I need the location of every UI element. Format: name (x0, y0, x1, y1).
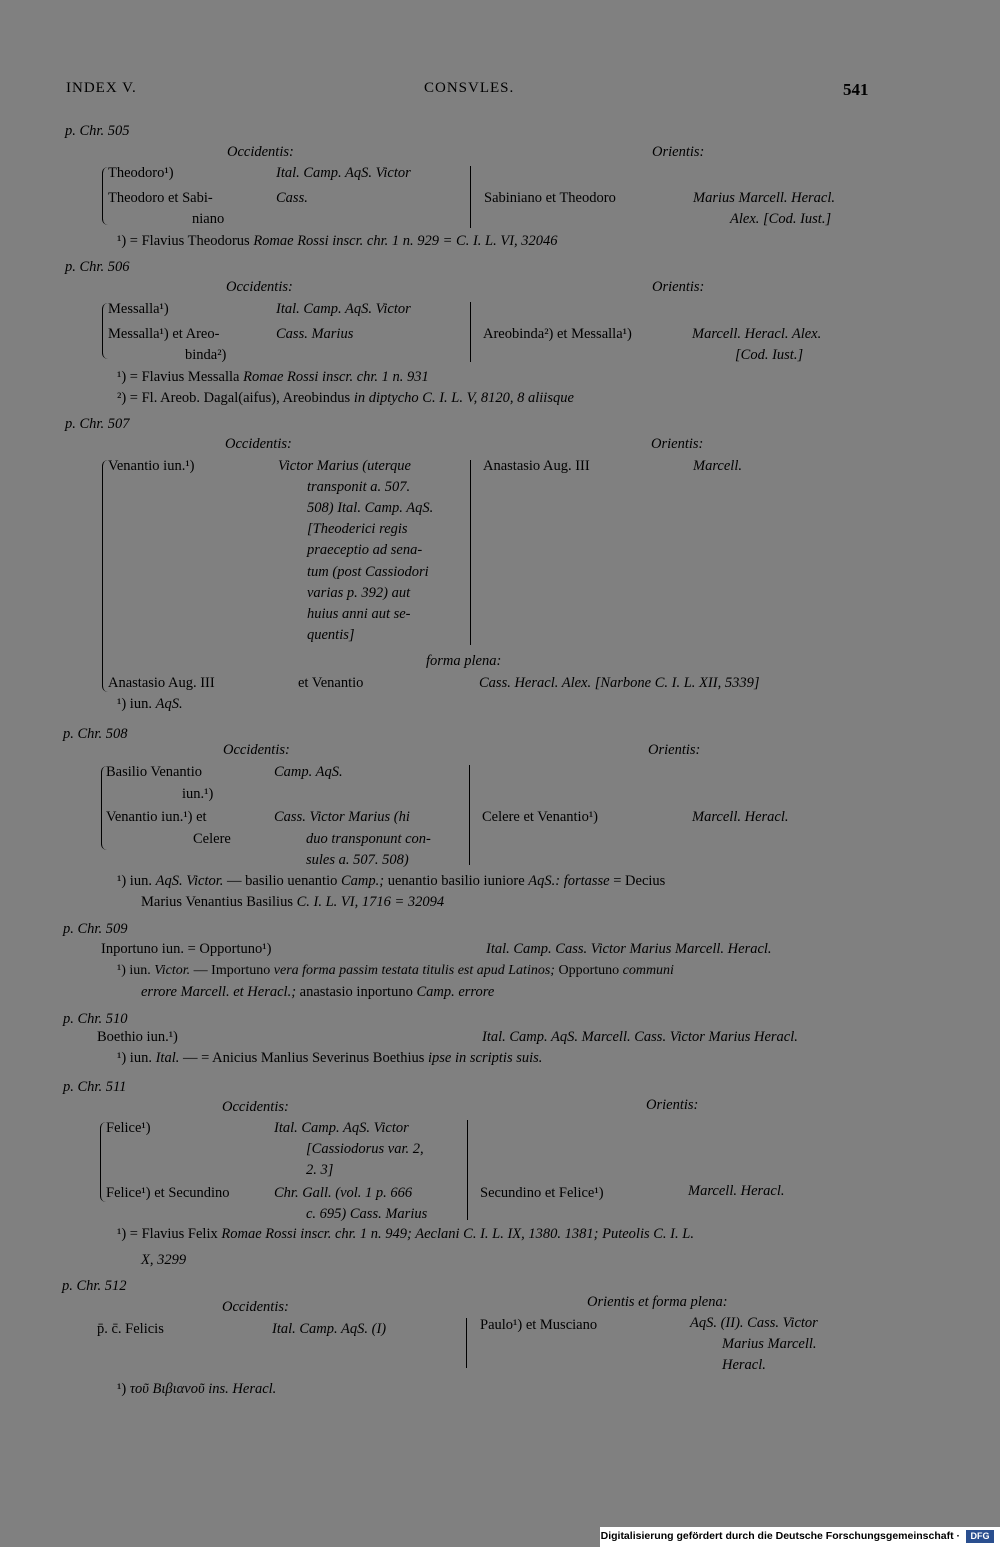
sources: Ital. Camp. AqS. Victor (276, 301, 411, 317)
column-divider (470, 460, 471, 645)
orientis-label: Orientis: (646, 1097, 699, 1113)
consul-name: Messalla¹) (108, 301, 169, 317)
page-number: 541 (843, 80, 869, 99)
consul-name: Theodoro et Sabi- (108, 190, 213, 206)
consul-name: et Venantio (298, 675, 364, 691)
sources: 508) Ital. Camp. AqS. (307, 500, 434, 516)
consul-name: Venantio iun.¹) (108, 458, 195, 474)
consul-name-east: Areobinda²) et Messalla¹) (483, 326, 632, 342)
sources-east: Marius Marcell. (722, 1336, 817, 1352)
consul-name: Theodoro¹) (108, 165, 174, 181)
sources: huius anni aut se- (307, 606, 411, 622)
consul-name: niano (192, 211, 225, 227)
footnote: ¹) iun. AqS. Victor. — basilio uenantio Camp.; uenantio basilio iuniore AqS.: fortasse = Decius (117, 873, 666, 889)
column-divider (470, 302, 471, 362)
orientis-label: Orientis: (652, 144, 705, 160)
consul-name: Venantio iun.¹) et (106, 809, 207, 825)
consul-name: Anastasio Aug. III (108, 675, 215, 691)
sources-east: Marius Marcell. Heracl. (693, 190, 836, 206)
sources: Camp. AqS. (274, 764, 343, 780)
occidentis-label: Occidentis: (222, 1099, 289, 1115)
sources: transponit a. 507. (307, 479, 411, 495)
year-511: p. Chr. 511 (63, 1079, 127, 1095)
occidentis-label: Occidentis: (223, 742, 290, 758)
sources: [Theoderici regis (307, 521, 408, 537)
sources: Cass. Victor Marius (hi (274, 809, 410, 825)
footnote: X, 3299 (141, 1252, 187, 1268)
sources-east: Heracl. (722, 1357, 766, 1373)
occidentis-label: Occidentis: (227, 144, 294, 160)
sources: Ital. Camp. Cass. Victor Marius Marcell. Heracl. (486, 941, 772, 957)
dfg-logo: DFG (966, 1530, 994, 1543)
sources: Cass. Marius (276, 326, 354, 342)
footnote: ¹) = Flavius Theodorus Romae Rossi inscr. chr. 1 n. 929 = C. I. L. VI, 32046 (117, 233, 558, 249)
running-head-center: CONSVLES. (424, 80, 515, 96)
sources: Ital. Camp. AqS. (I) (272, 1321, 387, 1337)
footnote: ²) = Fl. Areob. Dagal(aifus), Areobindus in diptycho C. I. L. V, 8120, 8 aliisque (117, 390, 574, 406)
sources: quentis] (307, 627, 355, 643)
year-505: p. Chr. 505 (65, 123, 130, 139)
sources-east: Marcell. Heracl. Alex. (692, 326, 822, 342)
consul-name: Celere (193, 831, 231, 847)
consul-name-east: Paulo¹) et Musciano (480, 1317, 598, 1333)
consul-name: iun.¹) (182, 786, 214, 802)
sources-east: AqS. (II). Cass. Victor (690, 1315, 818, 1331)
occidentis-label: Occidentis: (226, 279, 293, 295)
footnote: ¹) = Flavius Felix Romae Rossi inscr. chr. 1 n. 949; Aeclani C. I. L. IX, 1380. 1381; Puteolis C. I. L. (117, 1226, 694, 1242)
consul-name: p̄. c̄. Felicis (97, 1321, 164, 1337)
consul-name-east: Celere et Venantio¹) (482, 809, 599, 825)
consul-name: Basilio Venantio (106, 764, 202, 780)
sources: praeceptio ad sena- (307, 542, 423, 558)
sources-east: Marcell. Heracl. (692, 809, 789, 825)
sources: tum (post Cassiodori (307, 564, 429, 580)
year-512: p. Chr. 512 (62, 1278, 127, 1294)
sources: Cass. Heracl. Alex. [Narbone C. I. L. XII, 5339] (479, 675, 760, 691)
sources: duo transponunt con- (306, 831, 431, 847)
sources: Ital. Camp. AqS. Victor (274, 1120, 409, 1136)
year-508: p. Chr. 508 (63, 726, 128, 742)
sources: c. 695) Cass. Marius (306, 1206, 428, 1222)
running-head-left: INDEX V. (66, 80, 137, 96)
column-divider (466, 1318, 467, 1368)
sources: Ital. Camp. AqS. Victor (276, 165, 411, 181)
column-divider (469, 765, 470, 865)
footnote: Marius Venantius Basilius C. I. L. VI, 1716 = 32094 (141, 894, 445, 910)
sources-east: Marcell. Heracl. (688, 1183, 785, 1199)
year-509: p. Chr. 509 (63, 921, 128, 937)
sources-east: Marcell. (693, 458, 742, 474)
forma-plena-label: forma plena: (426, 653, 502, 669)
column-divider (470, 166, 471, 228)
sources: Cass. (276, 190, 308, 206)
consul-name-east: Sabiniano et Theodoro (484, 190, 616, 206)
footnote: ¹) τοῦ Βιβιανοῦ ins. Heracl. (117, 1381, 277, 1397)
sources: 2. 3] (306, 1162, 334, 1178)
occidentis-label: Occidentis: (225, 436, 292, 452)
consul-name: binda²) (185, 347, 227, 363)
consul-name-east: Anastasio Aug. III (483, 458, 590, 474)
orientis-label: Orientis et forma plena: (587, 1294, 728, 1310)
orientis-label: Orientis: (648, 742, 701, 758)
footer-text: Digitalisierung gefördert durch die Deutsche Forschungsgemeinschaft · (600, 1530, 960, 1542)
year-507: p. Chr. 507 (65, 416, 130, 432)
consul-name: Felice¹) (106, 1120, 151, 1136)
sources-east: Alex. [Cod. Iust.] (730, 211, 832, 227)
sources: varias p. 392) aut (307, 585, 411, 601)
sources: Ital. Camp. AqS. Marcell. Cass. Victor Marius Heracl. (482, 1029, 798, 1045)
sources: Victor Marius (uterque (278, 458, 411, 474)
footnote: ¹) iun. AqS. (117, 696, 183, 712)
consul-name: Inportuno iun. = Opportuno¹) (101, 941, 272, 957)
consul-name-east: Secundino et Felice¹) (480, 1185, 604, 1201)
footnote: ¹) iun. Victor. — Importuno vera forma passim testata titulis est apud Latinos; Opportuno communi (117, 963, 674, 978)
brace (102, 460, 108, 692)
orientis-label: Orientis: (651, 436, 704, 452)
footnote: ¹) iun. Ital. — = Anicius Manlius Severinus Boethius ipse in scriptis suis. (117, 1050, 543, 1066)
sources: sules a. 507. 508) (306, 852, 409, 868)
consul-name: Boethio iun.¹) (97, 1029, 178, 1045)
sources: Chr. Gall. (vol. 1 p. 666 (274, 1185, 413, 1201)
consul-name: Messalla¹) et Areo- (108, 326, 220, 342)
sources: [Cassiodorus var. 2, (306, 1141, 424, 1157)
occidentis-label: Occidentis: (222, 1299, 289, 1315)
footnote: ¹) = Flavius Messalla Romae Rossi inscr. chr. 1 n. 931 (117, 369, 429, 385)
sources-east: [Cod. Iust.] (735, 347, 804, 363)
column-divider (467, 1120, 468, 1220)
orientis-label: Orientis: (652, 279, 705, 295)
consul-name: Felice¹) et Secundino (106, 1185, 230, 1201)
digitization-footer (600, 1527, 1000, 1547)
footnote: errore Marcell. et Heracl.; anastasio inportuno Camp. errore (141, 984, 495, 1000)
year-510: p. Chr. 510 (63, 1011, 128, 1027)
year-506: p. Chr. 506 (65, 259, 130, 275)
